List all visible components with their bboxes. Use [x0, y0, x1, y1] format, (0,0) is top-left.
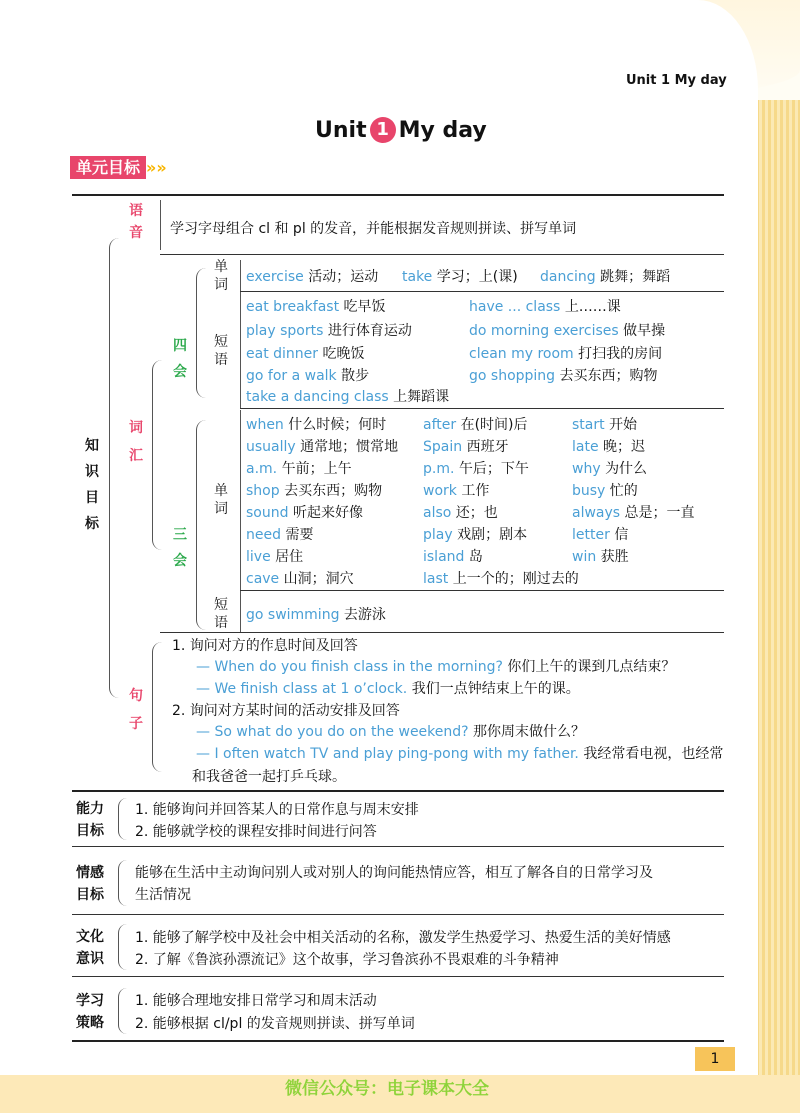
- phrase-item: do morning exercises 做早操: [469, 323, 666, 339]
- page-stack-edge: [756, 100, 800, 1100]
- word-item: always 总是；一直: [572, 505, 695, 521]
- word-item: why 为什么: [572, 461, 648, 477]
- emotion-line: 能够在生活中主动询问别人或对别人的询问能热情应答，相互了解各自的日常学习及: [135, 865, 653, 881]
- culture-label: 文化 意识: [76, 929, 104, 967]
- word-item: start 开始: [572, 417, 638, 433]
- sentence-line: — When do you finish class in the morning? 你们上午的课到几点结束？: [196, 659, 676, 675]
- sentence-title-1: 1. 询问对方的作息时间及回答: [172, 638, 358, 654]
- word-item: shop 去买东西；购物: [246, 483, 383, 499]
- word-item: island 岛: [423, 549, 483, 565]
- ability-item: 2. 能够就学校的课程安排时间进行问答: [135, 824, 377, 840]
- word-item: last 上一个的；刚过去的: [423, 571, 579, 587]
- word-item: p.m. 午后；下午: [423, 461, 529, 477]
- word-item: usually 通常地；惯常地: [246, 439, 399, 455]
- phrase-item: go shopping 去买东西；购物: [469, 368, 658, 384]
- vocab-label: 词 汇: [129, 420, 143, 464]
- word-item: exercise 活动；运动: [246, 269, 379, 285]
- knowledge-brace: [109, 238, 120, 698]
- sihui-brace: [196, 268, 207, 398]
- word-item: take 学习；上(课): [402, 269, 518, 285]
- sentence-label: 句 子: [129, 688, 143, 732]
- word-item: letter 信: [572, 527, 629, 543]
- sanhui-brace: [196, 420, 207, 630]
- sihui-words-rule: [240, 291, 724, 292]
- sihui-phrases-label: 短 语: [214, 334, 228, 368]
- sentence-line: — I often watch TV and play ping-pong with my father. 我经常看电视，也经常: [196, 746, 724, 762]
- word-item: a.m. 午前；上午: [246, 461, 352, 477]
- sanhui-words-rule: [240, 590, 724, 591]
- emotion-rule: [72, 914, 724, 915]
- table-bottom-rule: [72, 1040, 724, 1042]
- word-item: busy 忙的: [572, 483, 638, 499]
- chevron-right-icon: »»: [146, 158, 167, 177]
- sentence-brace: [152, 642, 163, 772]
- section-tag: 单元目标: [70, 156, 146, 179]
- word-item: work 工作: [423, 483, 490, 499]
- phonics-text: 学习字母组合 cl 和 pl 的发音，并能根据发音规则拼读、拼写单词: [170, 221, 577, 237]
- title-unit: Unit: [315, 118, 367, 143]
- sanhui-label: 三 会: [173, 527, 187, 569]
- sentence-line: — So what do you do on the weekend? 那你周末做什么？: [196, 724, 586, 740]
- sihui-label: 四 会: [173, 338, 187, 380]
- running-header: Unit 1 My day: [626, 73, 727, 88]
- sihui-divider: [240, 260, 241, 408]
- strategy-brace: [118, 988, 127, 1034]
- sihui-words-label: 单 词: [214, 259, 228, 293]
- phrase-item: clean my room 打扫我的房间: [469, 346, 663, 362]
- sentence-line: — We finish class at 1 o’clock. 我们一点钟结束上午的课。: [196, 681, 580, 697]
- culture-item: 1. 能够了解学校中及社会中相关活动的名称，激发学生热爱学习、热爱生活的美好情感: [135, 930, 671, 946]
- page-title: [315, 117, 487, 143]
- sanhui-words-label: 单 词: [214, 483, 228, 517]
- phrase-item: have ... class 上……课: [469, 299, 621, 315]
- word-item: need 需要: [246, 527, 314, 543]
- sanhui-phrases-label: 短 语: [214, 597, 228, 631]
- word-item: when 什么时候；何时: [246, 417, 387, 433]
- sentence-line: 和我爸爸一起打乒乓球。: [192, 769, 346, 785]
- sihui-bottom-rule: [240, 408, 724, 409]
- culture-rule: [72, 976, 724, 977]
- word-item: live 居住: [246, 549, 304, 565]
- ability-label: 能力 目标: [76, 801, 104, 839]
- table-top-rule: [72, 194, 724, 196]
- ability-item: 1. 能够询问并回答某人的日常作息与周末安排: [135, 802, 419, 818]
- phrase-item: go swimming 去游泳: [246, 607, 386, 623]
- word-item: late 晚；迟: [572, 439, 646, 455]
- word-item: after 在(时间)后: [423, 417, 528, 433]
- phrase-item: eat breakfast 吃早饭: [246, 299, 386, 315]
- title-text: My day: [398, 118, 487, 143]
- phrase-item: take a dancing class 上舞蹈课: [246, 389, 450, 405]
- page-number: 1: [695, 1047, 735, 1071]
- strategy-item: 2. 能够根据 cl/pl 的发音规则拼读、拼写单词: [135, 1016, 415, 1032]
- word-item: Spain 西班牙: [423, 439, 509, 455]
- word-item: play 戏剧；剧本: [423, 527, 528, 543]
- section-heading: [70, 155, 167, 178]
- word-item: sound 听起来好像: [246, 505, 363, 521]
- vocab-bottom-rule: [160, 632, 724, 633]
- word-item: also 还；也: [423, 505, 498, 521]
- culture-brace: [118, 924, 127, 970]
- emotion-line: 生活情况: [135, 887, 191, 903]
- vocab-brace: [152, 360, 163, 550]
- ability-rule: [72, 846, 724, 847]
- emotion-brace: [118, 860, 127, 906]
- culture-item: 2. 了解《鲁滨孙漂流记》这个故事，学习鲁滨孙不畏艰难的斗争精神: [135, 952, 559, 968]
- emotion-label: 情感 目标: [76, 865, 104, 903]
- strategy-item: 1. 能够合理地安排日常学习和周末活动: [135, 993, 377, 1009]
- watermark: 微信公众号：电子课本大全: [285, 1079, 489, 1099]
- ability-brace: [118, 798, 127, 840]
- phonics-bottom-rule: [160, 254, 724, 255]
- phonics-divider: [160, 200, 161, 250]
- sentence-title-2: 2. 询问对方某时间的活动安排及回答: [172, 703, 400, 719]
- knowledge-label: 知 识 目 标: [85, 438, 99, 532]
- sanhui-divider: [240, 410, 241, 632]
- word-item: win 获胜: [572, 549, 629, 565]
- title-number-badge: 1: [370, 117, 396, 143]
- phrase-item: go for a walk 散步: [246, 368, 370, 384]
- phonics-label: 语 音: [129, 203, 143, 241]
- word-item: cave 山洞；洞穴: [246, 571, 354, 587]
- phrase-item: play sports 进行体育运动: [246, 323, 412, 339]
- word-item: dancing 跳舞；舞蹈: [540, 269, 671, 285]
- strategy-label: 学习 策略: [76, 993, 104, 1031]
- phrase-item: eat dinner 吃晚饭: [246, 346, 365, 362]
- knowledge-bottom-rule: [72, 790, 724, 792]
